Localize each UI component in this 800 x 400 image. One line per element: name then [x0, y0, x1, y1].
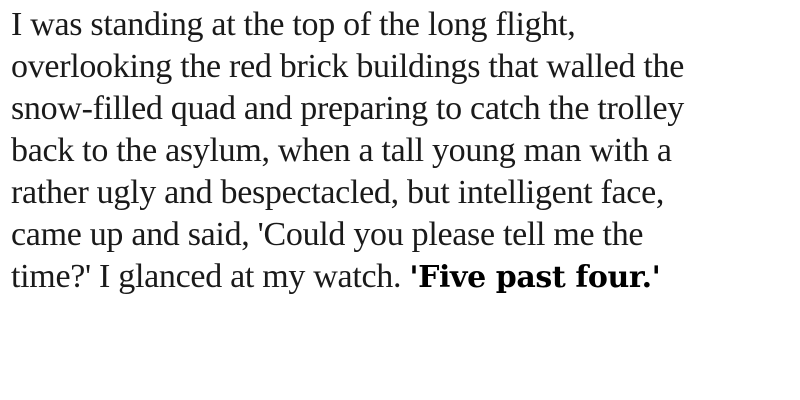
passage-line: came up and said, 'Could you please tell me the — [11, 216, 644, 253]
passage-line: overlooking the red brick buildings that walled the — [11, 48, 685, 85]
passage-line: back to the asylum, when a tall young man with a — [11, 132, 672, 169]
passage-line: I was standing at the top of the long flight, — [11, 6, 576, 43]
passage-last-line — [11, 256, 790, 299]
passage-text — [11, 4, 790, 299]
passage-line: snow-filled quad and preparing to catch the trolley — [11, 90, 684, 127]
emphasized-quote: 'Five past four.' — [409, 260, 661, 295]
passage-line: rather ugly and bespectacled, but intelligent face, — [11, 174, 665, 211]
passage-line-plain: time?' I glanced at my watch. — [11, 258, 410, 295]
